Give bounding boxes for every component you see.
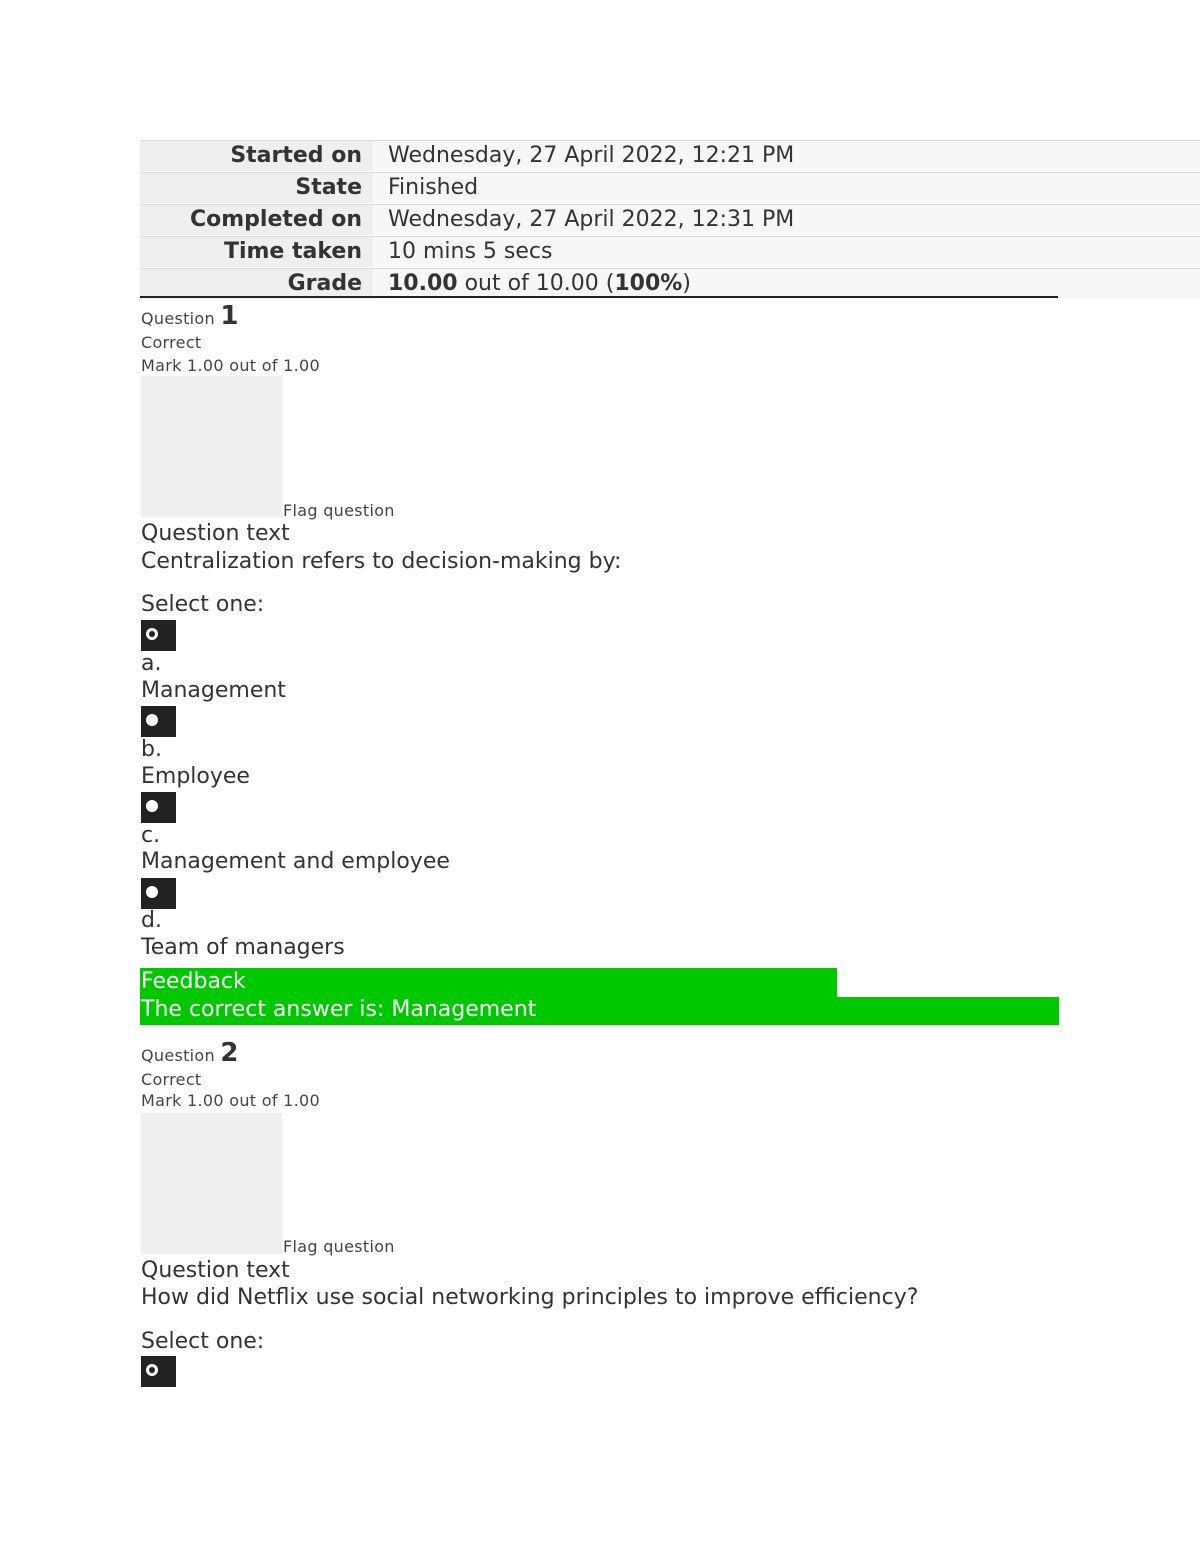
- summary-grade-value: [374, 269, 1200, 299]
- flag-icon[interactable]: [141, 376, 282, 517]
- summary-label: Grade: [140, 269, 373, 299]
- grade-score: 10.00: [388, 271, 458, 296]
- attempt-summary-table: [140, 141, 1200, 301]
- option-a-text[interactable]: Management: [141, 678, 286, 703]
- option-d-radio[interactable]: [141, 878, 176, 909]
- question-1-text: Centralization refers to decision-making by:: [141, 549, 622, 574]
- question-number: 2: [220, 1038, 239, 1068]
- summary-divider: [140, 296, 1058, 298]
- summary-label: State: [140, 173, 373, 203]
- option-d-letter: d.: [141, 908, 162, 933]
- summary-row-started: [140, 141, 1200, 171]
- question-text-heading: Question text: [141, 521, 290, 546]
- flag-icon[interactable]: [141, 1113, 282, 1254]
- flag-question-link[interactable]: Flag question: [283, 1237, 395, 1256]
- option-d-text[interactable]: Team of managers: [141, 935, 345, 960]
- question-2-header: [141, 1038, 239, 1068]
- option-c-radio[interactable]: [141, 792, 176, 823]
- question-1-mark: Mark 1.00 out of 1.00: [141, 356, 320, 375]
- question-prefix: Question: [141, 309, 215, 328]
- question-2-mark: Mark 1.00 out of 1.00: [141, 1091, 320, 1110]
- question-1-state: Correct: [141, 333, 202, 352]
- grade-middle: out of 10.00 (: [457, 271, 615, 296]
- question-number: 1: [220, 301, 239, 331]
- option-a-radio[interactable]: [141, 620, 176, 651]
- radio-selected-icon: [146, 1364, 158, 1376]
- option-b-text[interactable]: Employee: [141, 764, 250, 789]
- question-2-text: How did Netflix use social networking principles to improve efficiency?: [141, 1285, 919, 1310]
- radio-unselected-icon: [146, 886, 158, 898]
- summary-row-grade: [140, 269, 1200, 299]
- question-2-state: Correct: [141, 1070, 202, 1089]
- summary-value: 10 mins 5 secs: [374, 237, 1200, 267]
- option-a-radio[interactable]: [141, 1356, 176, 1387]
- select-one-prompt: Select one:: [141, 592, 265, 617]
- feedback-heading: Feedback: [141, 969, 246, 994]
- question-text-heading: Question text: [141, 1258, 290, 1283]
- summary-row-completed: [140, 205, 1200, 235]
- summary-row-time-taken: [140, 237, 1200, 267]
- option-c-text[interactable]: Management and employee: [141, 849, 450, 874]
- option-b-letter: b.: [141, 737, 162, 762]
- question-1-header: [141, 301, 239, 331]
- radio-selected-icon: [146, 628, 158, 640]
- grade-percent: 100%: [614, 271, 683, 296]
- option-c-letter: c.: [141, 823, 161, 848]
- question-prefix: Question: [141, 1046, 215, 1065]
- radio-unselected-icon: [146, 800, 158, 812]
- radio-unselected-icon: [146, 714, 158, 726]
- summary-value: Wednesday, 27 April 2022, 12:31 PM: [374, 205, 1200, 235]
- summary-label: Time taken: [140, 237, 373, 267]
- grade-end: ): [682, 271, 691, 296]
- summary-value: Wednesday, 27 April 2022, 12:21 PM: [374, 141, 1200, 171]
- summary-value: Finished: [374, 173, 1200, 203]
- option-b-radio[interactable]: [141, 706, 176, 737]
- option-a-letter: a.: [141, 651, 162, 676]
- feedback-text: The correct answer is: Management: [141, 997, 537, 1022]
- flag-question-link[interactable]: Flag question: [283, 501, 395, 520]
- select-one-prompt: Select one:: [141, 1329, 265, 1354]
- summary-label: Started on: [140, 141, 373, 171]
- summary-row-state: [140, 173, 1200, 203]
- summary-label: Completed on: [140, 205, 373, 235]
